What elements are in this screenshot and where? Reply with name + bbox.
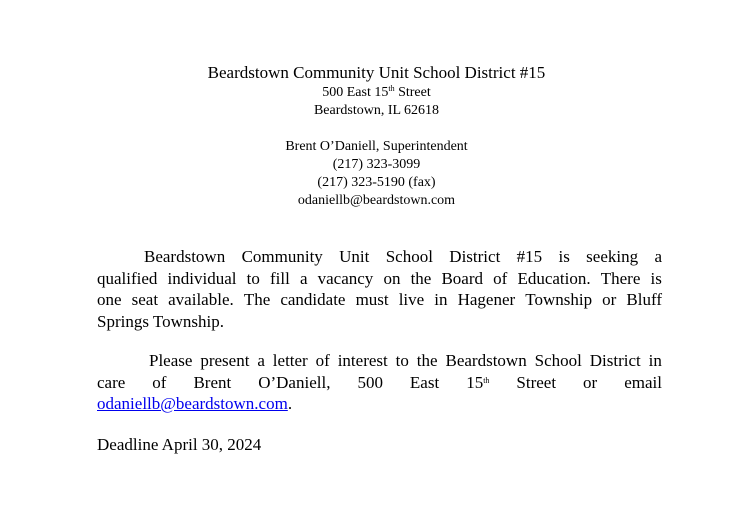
phone-number: (217) 323-3099 — [332, 157, 421, 172]
paragraph-line: one seat available. The candidate must live in Hagener Township or Bluff — [97, 290, 662, 309]
street-address: 500 East 15th Street — [322, 84, 431, 100]
paragraph-line: care of Brent O’Daniell, 500 East 15th Street or email — [97, 372, 662, 392]
district-name: Beardstown Community Unit School District #15 — [207, 63, 546, 82]
paragraph-line: qualified individual to fill a vacancy on the Board of Education. There is — [97, 268, 662, 288]
instructions-paragraph — [97, 350, 662, 415]
deadline-text: Deadline April 30, 2024 — [97, 435, 262, 454]
paragraph-line: Beardstown Community Unit School District #15 is seeking a — [144, 247, 662, 266]
paragraph-line: Springs Township. — [97, 311, 224, 331]
superintendent-name: Brent O’Daniell, Superintendent — [285, 139, 468, 154]
contact-email: odaniellb@beardstown.com — [297, 193, 456, 208]
fax-number: (217) 323-5190 (fax) — [317, 175, 436, 190]
vacancy-paragraph — [97, 246, 662, 332]
email-link[interactable]: odaniellb@beardstown.com — [97, 394, 288, 413]
paragraph-line: Please present a letter of interest to the Beardstown School District in — [149, 351, 662, 370]
paragraph-line: odaniellb@beardstown.com. — [97, 394, 293, 413]
city-state-zip: Beardstown, IL 62618 — [313, 103, 440, 118]
